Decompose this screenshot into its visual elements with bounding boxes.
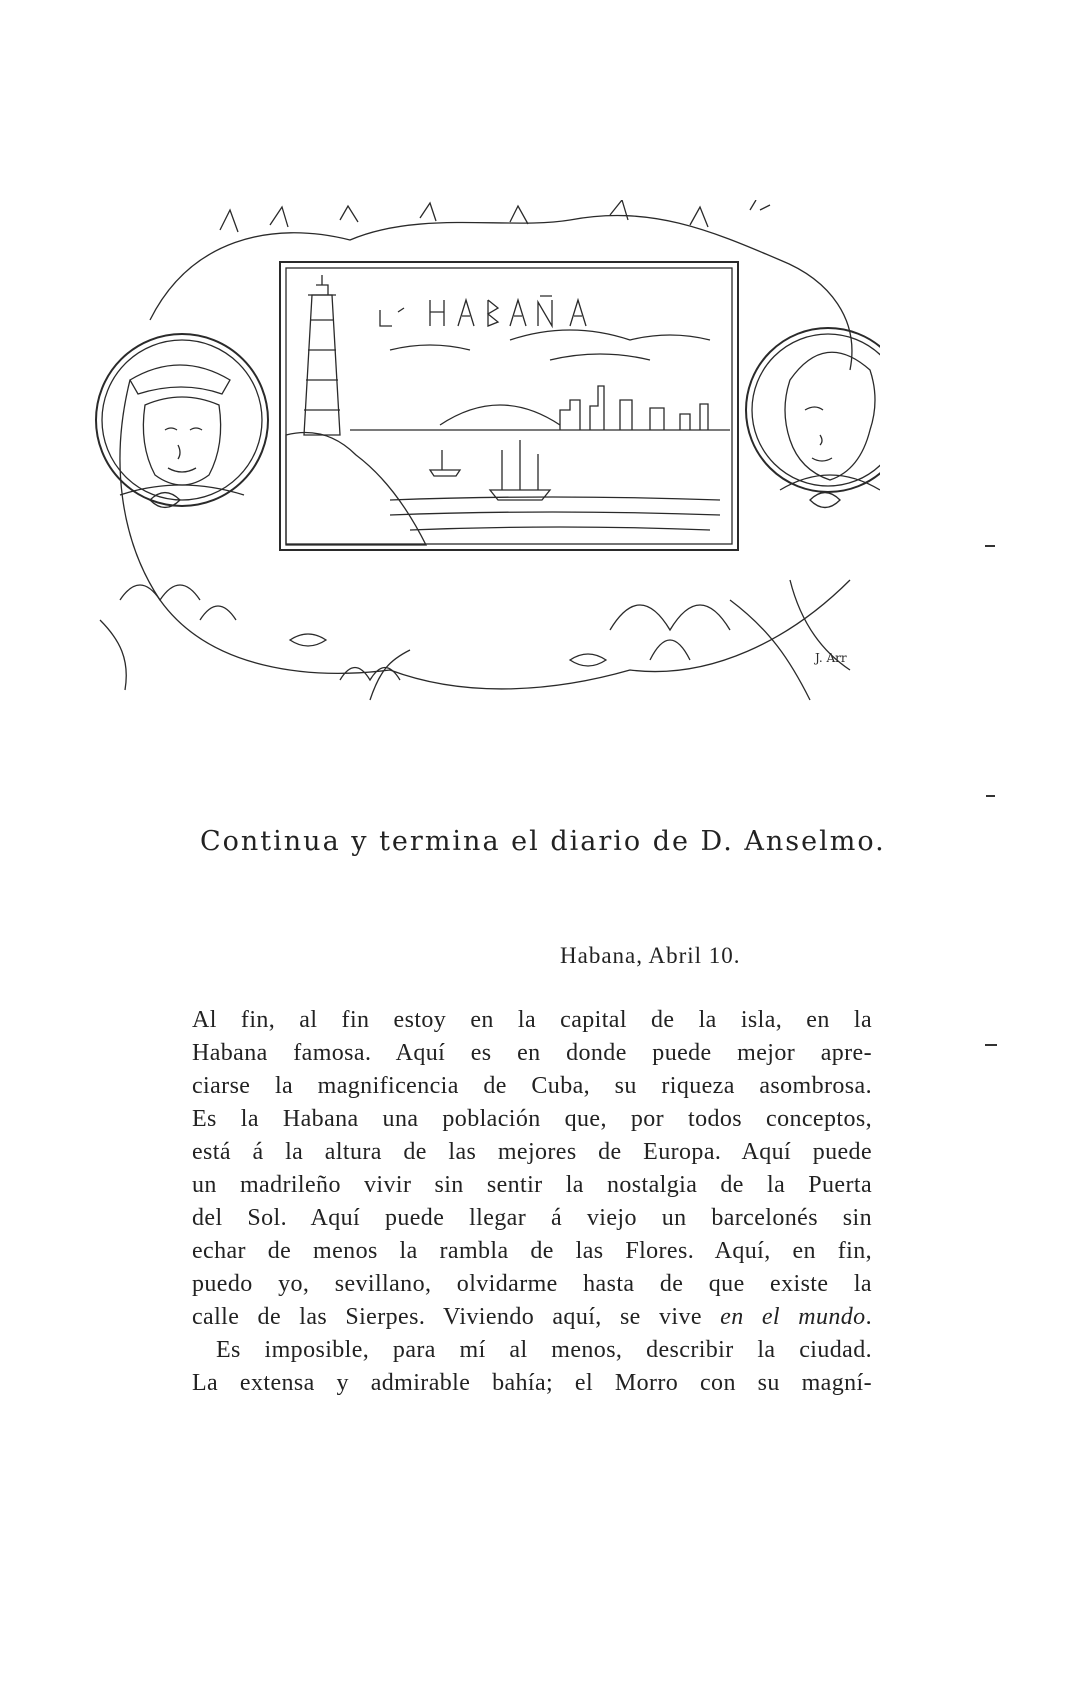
text-line: Habana famosa. Aquí es en donde puede mejor apre- <box>192 1040 872 1066</box>
dateline: Habana, Abril 10. <box>560 943 741 968</box>
havana-engraving <box>90 200 880 720</box>
text-line: del Sol. Aquí puede llegar á viejo un barcelonés sin <box>192 1205 872 1231</box>
final-line-end: . <box>865 1304 872 1330</box>
text-line: La extensa y admirable bahía; el Morro con su magní- <box>192 1370 872 1396</box>
text-line: ciarse la magnificencia de Cuba, su riqueza asombrosa. <box>192 1073 872 1099</box>
emphasis-phrase: en el mundo <box>720 1304 866 1330</box>
paragraph-final-line <box>192 1301 872 1334</box>
text-line: echar de menos la rambla de las Flores. Aquí, en fin, <box>192 1238 872 1264</box>
text-line: está á la altura de las mejores de Europa. Aquí puede <box>192 1139 872 1165</box>
final-line-start: calle de las Sierpes. Viviendo aquí, se vive <box>192 1304 721 1330</box>
text-line: Es la Habana una población que, por todos conceptos, <box>192 1106 872 1132</box>
text-line: un madrileño vivir sin sentir la nostalgia de la Puerta <box>192 1172 872 1198</box>
body-text <box>192 1004 872 1400</box>
margin-mark <box>985 545 995 547</box>
margin-mark <box>986 795 995 797</box>
engraver-signature: J. Arr <box>815 651 847 665</box>
margin-mark <box>985 1044 997 1046</box>
engraving-svg <box>90 200 880 720</box>
text-line: Es imposible, para mí al menos, describir la ciudad. <box>216 1337 872 1363</box>
text-line: Al fin, al fin estoy en la capital de la isla, en la <box>192 1007 872 1033</box>
text-line: puedo yo, sevillano, olvidarme hasta de que existe la <box>192 1271 872 1297</box>
chapter-title: Continua y termina el diario de D. Anselmo. <box>200 826 886 857</box>
